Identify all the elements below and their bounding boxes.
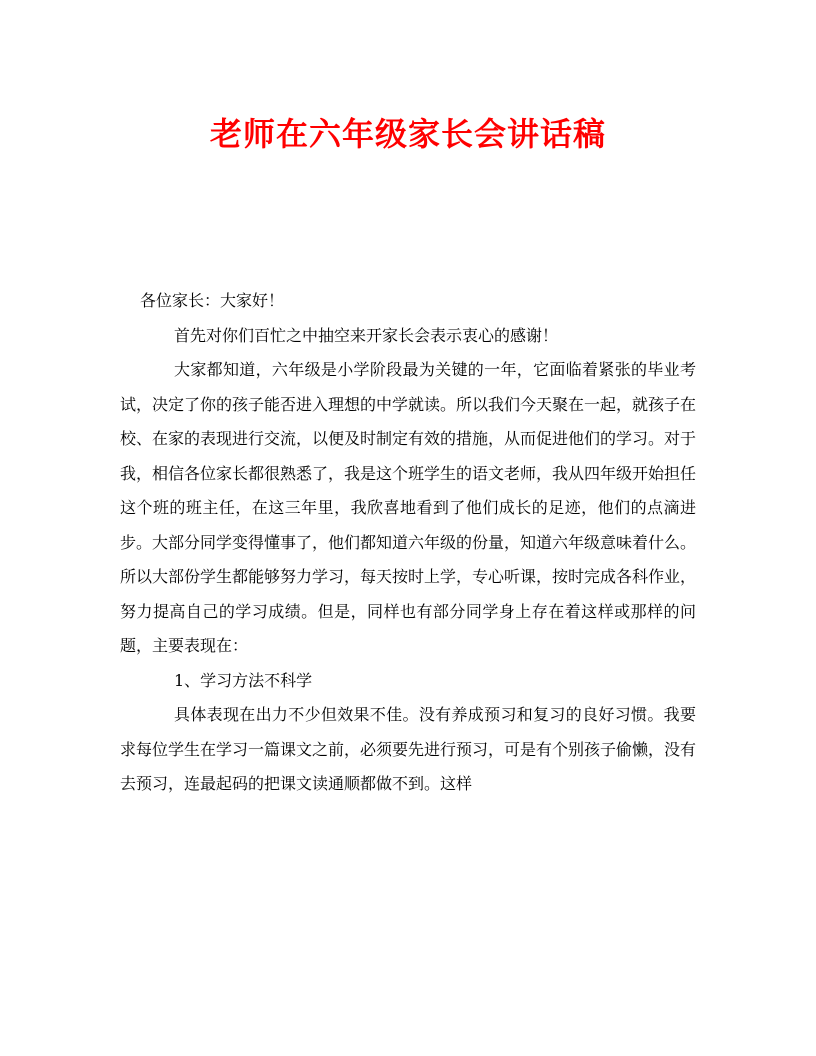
document-body xyxy=(120,284,696,802)
paragraph-study-method: 具体表现在出力不少但效果不佳。没有养成预习和复习的良好习惯。我要求每位学生在学习一篇课文之前，必须要先进行预习，可是有个别孩子偷懒，没有去预习，连最起码的把课文读通顺都做不到。这样 xyxy=(120,705,697,793)
section-heading-study-method: 1、学习方法不科学 xyxy=(174,670,313,690)
paragraph-introduction: 大家都知道，六年级是小学阶段最为关键的一年，它面临着紧张的毕业考试，决定了你的孩子能否进入理想的中学就读。所以我们今天聚在一起，就孩子在校、在家的表现进行交流，以便及时制定有效的措施，从而促进他们的学习。对于我，相信各位家长都很熟悉了，我是这个班学生的语文老师，我从四年级开始担任这个班的班主任，在这三年里，我欣喜地看到了他们成长的足迹，他们的点滴进步。大部分同学变得懂事了，他们都知道六年级的份量，知道六年级意味着什么。所以大部份学生都能够努力学习，每天按时上学，专心听课，按时完成各科作业，努力提高自己的学习成绩。但是，同样也有部分同学身上存在着这样或那样的问题，主要表现在： xyxy=(120,360,697,655)
greeting-line: 各位家长：大家好！ xyxy=(140,291,285,310)
paragraph-thanks: 首先对你们百忙之中抽空来开家长会表示衷心的感谢！ xyxy=(174,325,559,345)
document-title: 老师在六年级家长会讲话稿 xyxy=(209,115,606,153)
